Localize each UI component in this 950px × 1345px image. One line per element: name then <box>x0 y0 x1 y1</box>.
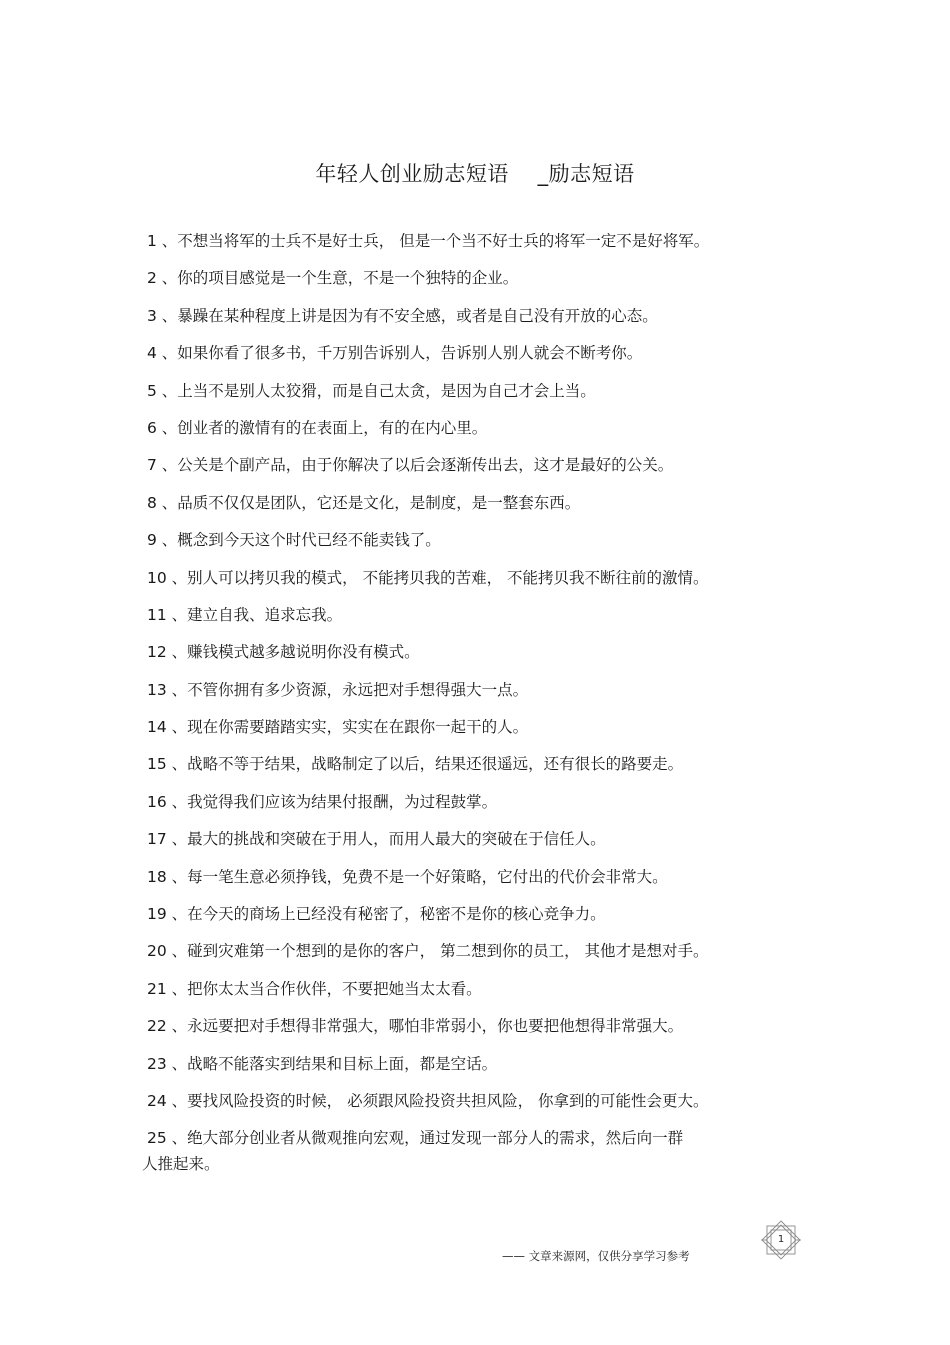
list-item-last <box>142 1125 767 1177</box>
quote-list <box>142 228 807 1189</box>
last-item-line-2: 人推起来。 <box>142 1155 220 1174</box>
list-item: 9 、概念到今天这个时代已经不能卖钱了。 <box>147 531 441 550</box>
list-item: 12 、赚钱模式越多越说明你没有模式。 <box>147 643 420 662</box>
list-item: 8 、品质不仅仅是团队，它还是文化，是制度，是一整套东西。 <box>147 493 581 512</box>
list-item: 10 、别人可以拷贝我的模式， 不能拷贝我的苦难， 不能拷贝我不断往前的激情。 <box>147 568 709 587</box>
document-title: 年轻人创业励志短语 _励志短语 <box>315 162 635 186</box>
list-item: 14 、现在你需要踏踏实实，实实在在跟你一起干的人。 <box>147 718 529 737</box>
page-number: 1 <box>777 1234 785 1245</box>
list-item: 4 、如果你看了很多书，千万别告诉别人，告诉别人别人就会不断考你。 <box>147 344 643 363</box>
list-item: 3 、暴躁在某种程度上讲是因为有不安全感，或者是自己没有开放的心态。 <box>147 306 658 325</box>
list-item: 6 、创业者的激情有的在表面上，有的在内心里。 <box>147 418 488 437</box>
list-item: 13 、不管你拥有多少资源，永远把对手想得强大一点。 <box>147 680 529 699</box>
list-item: 20 、碰到灾难第一个想到的是你的客户， 第二想到你的员工， 其他才是想对手。 <box>147 942 709 961</box>
list-item: 22 、永远要把对手想得非常强大，哪怕非常弱小，你也要把他想得非常强大。 <box>147 1017 684 1036</box>
list-item: 15 、战略不等于结果，战略制定了以后，结果还很遥远，还有很长的路要走。 <box>147 755 684 774</box>
list-item: 1 、不想当将军的士兵不是好士兵， 但是一个当不好士兵的将军一定不是好将军。 <box>147 232 710 250</box>
list-item: 16 、我觉得我们应该为结果付报酬，为过程鼓掌。 <box>147 792 498 811</box>
list-item: 11 、建立自我、追求忘我。 <box>147 605 343 624</box>
list-item: 5 、上当不是别人太狡猾，而是自己太贪，是因为自己才会上当。 <box>147 381 596 400</box>
last-item-line-1: 25 、绝大部分创业者从微观推向宏观，通过发现一部分人的需求，然后向一群 <box>147 1129 684 1148</box>
list-item: 21 、把你太太当合作伙伴，不要把她当太太看。 <box>147 979 482 998</box>
footer-source-note: —— 文章来源网，仅供分享学习参考 <box>502 1249 690 1263</box>
list-item: 18 、每一笔生意必须挣钱，免费不是一个好策略，它付出的代价会非常大。 <box>147 867 668 886</box>
list-item: 17 、最大的挑战和突破在于用人，而用人最大的突破在于信任人。 <box>147 830 606 849</box>
list-item: 23 、战略不能落实到结果和目标上面，都是空话。 <box>147 1054 498 1073</box>
list-item: 2 、你的项目感觉是一个生意，不是一个独特的企业。 <box>147 269 519 288</box>
page-number-badge <box>757 1220 805 1260</box>
list-item: 7 、公关是个副产品，由于你解决了以后会逐渐传出去，这才是最好的公关。 <box>147 456 674 475</box>
list-item: 24 、要找风险投资的时候， 必须跟风险投资共担风险， 你拿到的可能性会更大。 <box>147 1091 709 1110</box>
list-item: 19 、在今天的商场上已经没有秘密了，秘密不是你的核心竞争力。 <box>147 905 606 924</box>
